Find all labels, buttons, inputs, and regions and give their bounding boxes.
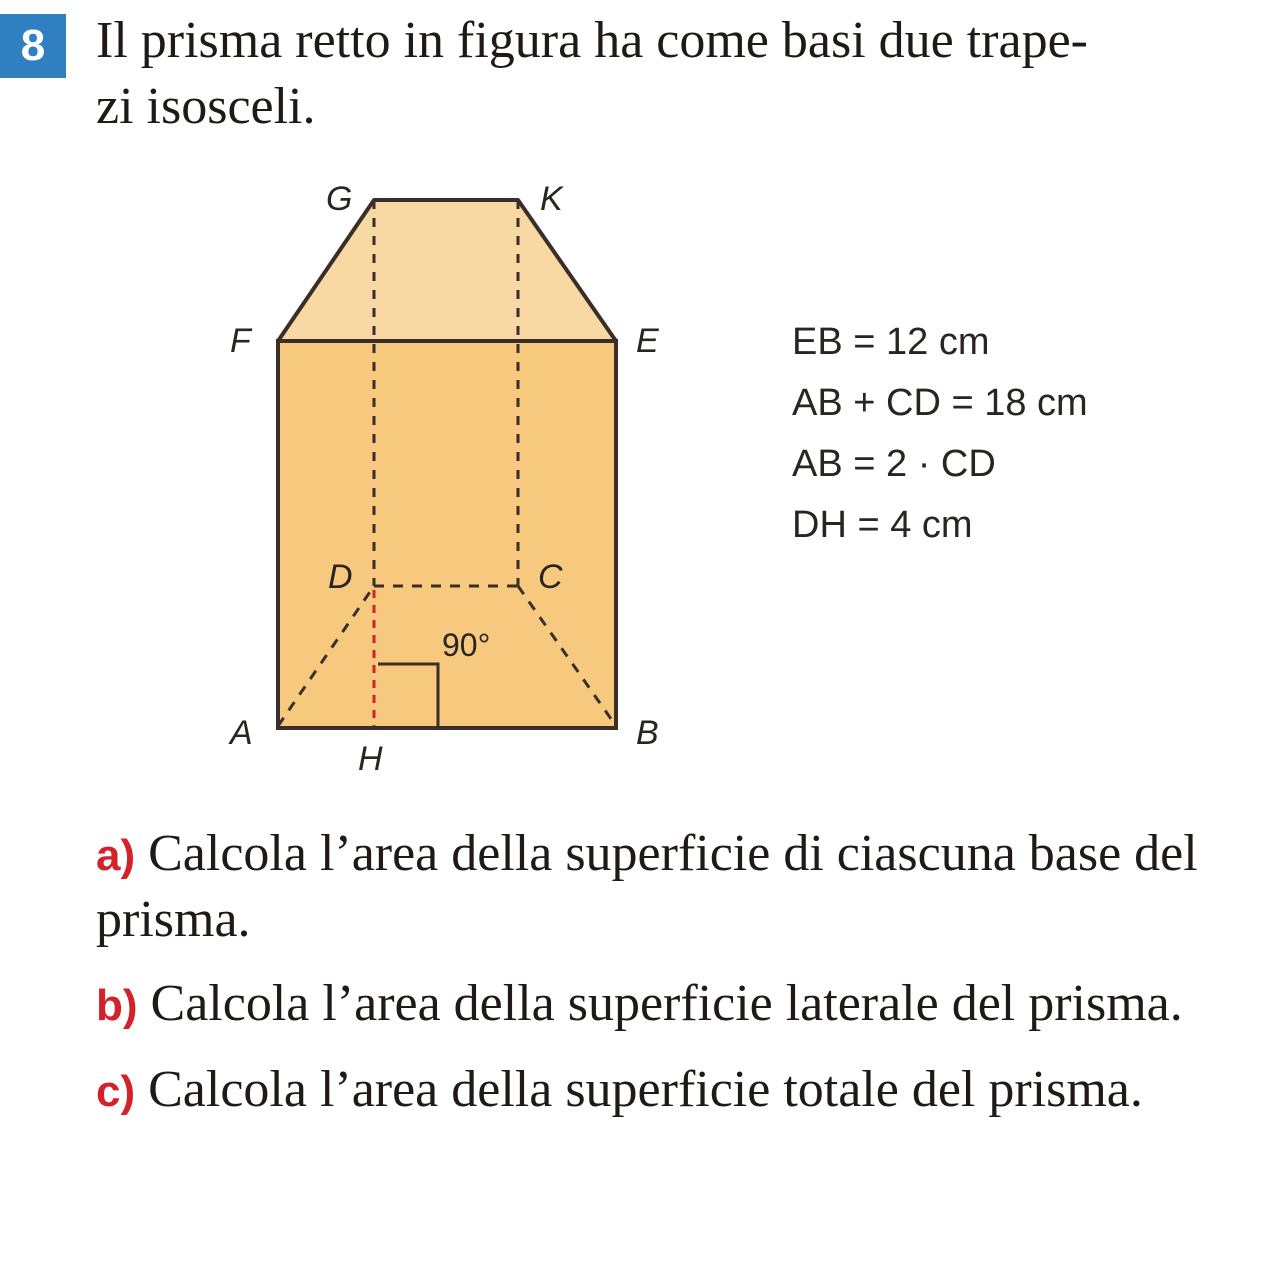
label-g: G xyxy=(326,180,353,218)
questions-list xyxy=(96,822,1246,1144)
prism-diagram xyxy=(200,170,720,790)
prism-figure xyxy=(200,170,720,790)
question-c xyxy=(96,1058,1246,1124)
question-b-key: b) xyxy=(96,981,138,1030)
intro-line-1: Il prisma retto in figura ha come basi due trape- xyxy=(96,12,1088,69)
label-h: H xyxy=(358,740,383,778)
question-c-text: Calcola l’area della superficie totale del prisma. xyxy=(148,1061,1143,1118)
question-b-text: Calcola l’area della superficie laterale del prisma. xyxy=(150,975,1183,1032)
given-ab-plus-cd: AB + CD = 18 cm xyxy=(792,382,1088,424)
given-dh: DH = 4 cm xyxy=(792,504,973,546)
given-data xyxy=(792,312,1088,556)
given-eb: EB = 12 cm xyxy=(792,321,990,363)
question-c-key: c) xyxy=(96,1067,136,1116)
angle-90-label: 90° xyxy=(442,627,491,663)
front-face xyxy=(278,341,616,728)
label-e: E xyxy=(636,322,659,360)
question-a-text: Calcola l’area della superficie di ciascuna base del prisma. xyxy=(96,825,1198,948)
given-ab-ratio: AB = 2 · CD xyxy=(792,443,996,485)
label-d: D xyxy=(328,558,353,596)
question-a-key: a) xyxy=(96,831,136,880)
question-b xyxy=(96,972,1246,1038)
question-a xyxy=(96,822,1246,952)
label-b: B xyxy=(636,714,659,752)
label-a: A xyxy=(230,714,253,752)
label-k: K xyxy=(540,180,563,218)
exercise-number-badge: 8 xyxy=(0,14,66,78)
top-face xyxy=(278,200,616,341)
intro-line-2: zi isosceli. xyxy=(96,78,316,135)
exercise-intro xyxy=(96,8,1088,140)
label-f: F xyxy=(230,322,251,360)
label-c: C xyxy=(538,558,563,596)
